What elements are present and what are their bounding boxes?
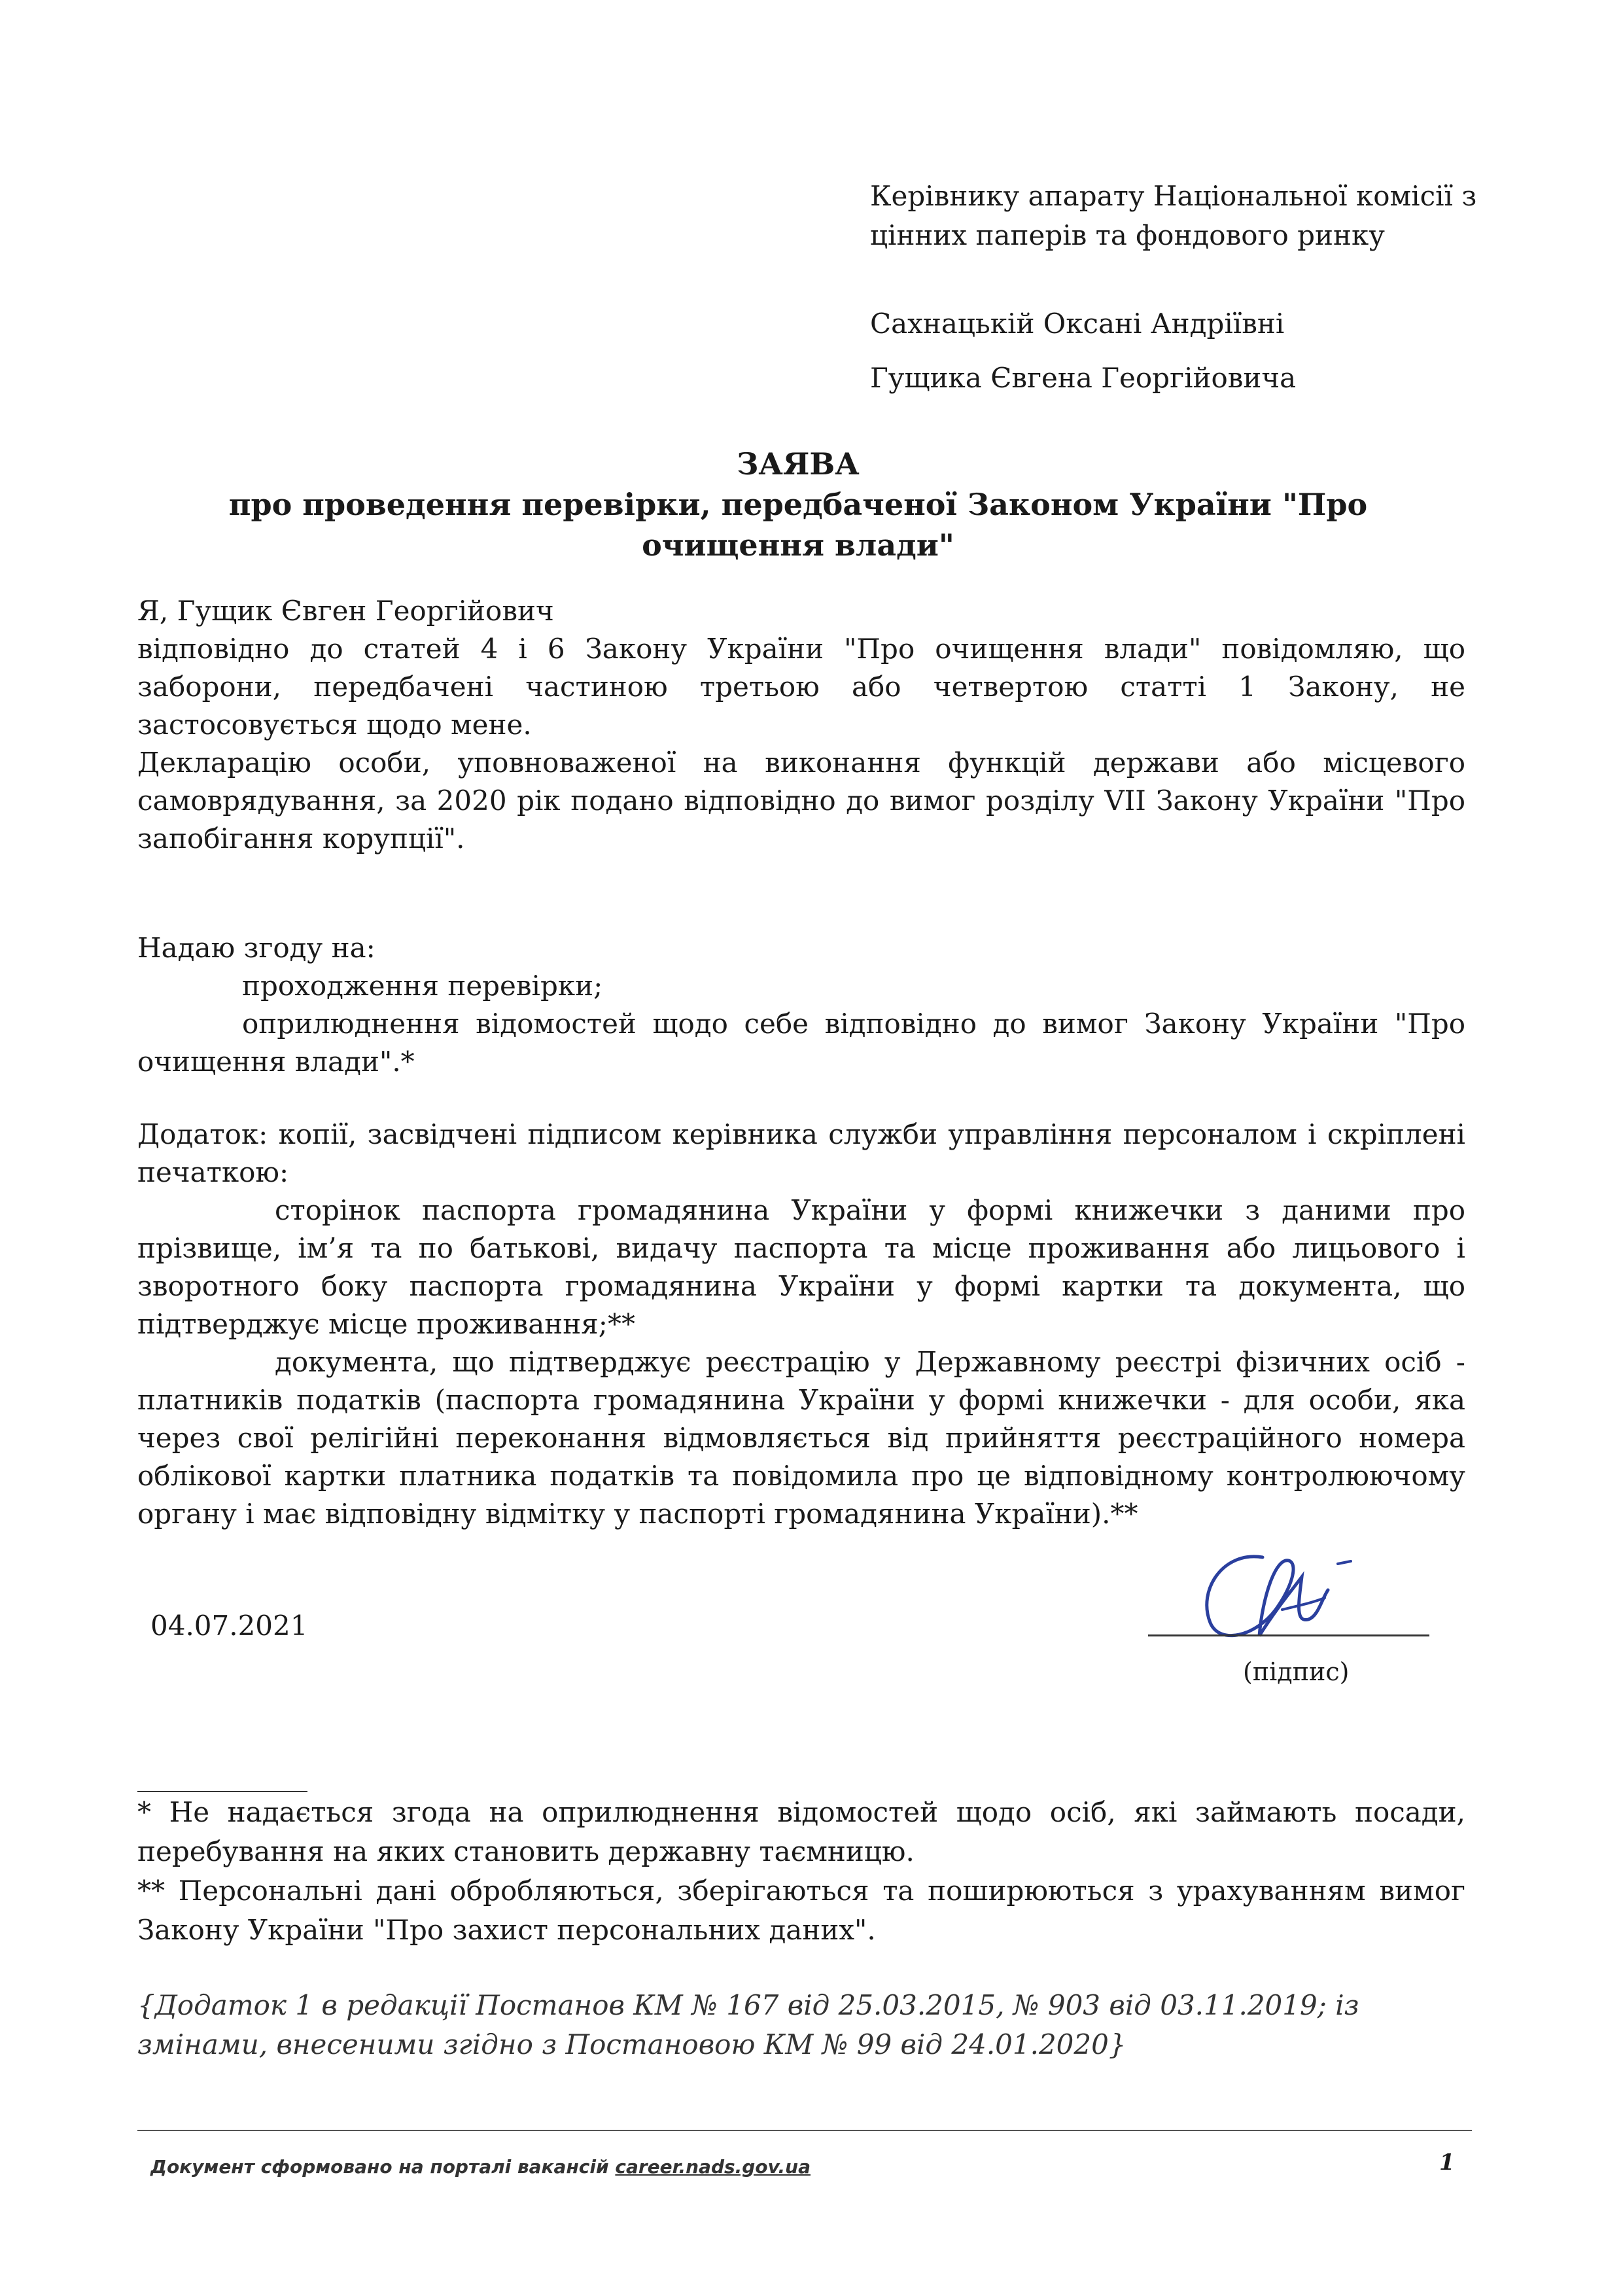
attachment-label: Додаток: копії, засвідчені підписом керівника служби управління персоналом і скріплені печаткою: [137,1118,1465,1188]
attachment-item-tax-registration: документа, що підтверджує реєстрацію у Державному реєстрі фізичних осіб - платників податків (паспорта громадянина України у формі книжечки - для особи, яка через свої релігійні переконання відмовляється від прийняття реєстраційного номера облікової картки платника податків та повідомила про це відповідному контролюючому органу і має відповідну відмітку у паспорті громадянина України).** [137,1346,1465,1530]
footnote-2: ** Персональні дані обробляються, зберігаються та поширюються з урахуванням вимог Закону України "Про захист персональних даних". [137,1875,1465,1946]
document-title: ЗАЯВА [737,446,860,482]
document-subtitle: про проведення перевірки, передбаченої Законом України "Про очищення влади" [228,487,1368,563]
footnotes [137,1793,1465,1950]
footnote-1: * Не надається згода на оприлюднення відомостей щодо осіб, які займають посади, перебування на яких становить державну таємницю. [137,1796,1465,1867]
signature-line [1148,1634,1429,1636]
consent-label: Надаю згоду на: [137,932,375,964]
footer-text: Документ сформовано на порталі вакансій [150,2156,609,2178]
addressee-position: Керівнику апарату Національної комісії з цінних паперів та фондового ринку [870,180,1477,251]
statement-date: 04.07.2021 [150,1610,308,1642]
footer-portal-link[interactable]: career.nads.gov.ua [615,2156,811,2178]
statement-intro: Я, Гущик Євген Георгійович [137,595,554,627]
page-number: 1 [1439,2149,1455,2176]
consent-item-verification: проходження перевірки; [242,970,603,1002]
footnote-separator [137,1791,307,1792]
consent-block [137,929,1465,1081]
footer-divider [137,2130,1472,2131]
attachment-item-passport: сторінок паспорта громадянина України у формі книжечки з даними про прізвище, ім’я та по батькові, видачу паспорта та місце проживання або лицьового і зворотного боку паспорта громадянина України у формі картки та документа, що підтверджує місце проживання;** [137,1194,1465,1340]
applicant-name-genitive: Гущика Євгена Георгійовича [870,362,1297,394]
attachment-block [137,1116,1465,1533]
footer [150,2156,811,2178]
editorial-note: {Додаток 1 в редакції Постанов КМ № 167 від 25.03.2015, № 903 від 03.11.2019; із змінами, внесеними згідно з Постановою КМ № 99 від 24.01.2020} [137,1989,1359,2060]
statement-paragraph-1: відповідно до статей 4 і 6 Закону України "Про очищення влади" повідомляю, що заборони, передбачені частиною третьою або четвертою статті 1 Закону, не застосовується щодо мене. [137,633,1465,741]
handwritten-signature [1184,1538,1400,1655]
signature-caption: (підпис) [1243,1657,1350,1686]
statement-paragraph-2: Декларацію особи, уповноваженої на виконання функцій держави або місцевого самоврядування, за 2020 рік подано відповідно до вимог розділу VII Закону України "Про запобігання корупції". [137,747,1465,855]
consent-item-publication: оприлюднення відомостей щодо себе відповідно до вимог Закону України "Про очищення влади".* [137,1008,1465,1078]
addressee-name: Сахнацькій Оксані Андріївні [870,308,1285,340]
statement-body [137,592,1465,858]
